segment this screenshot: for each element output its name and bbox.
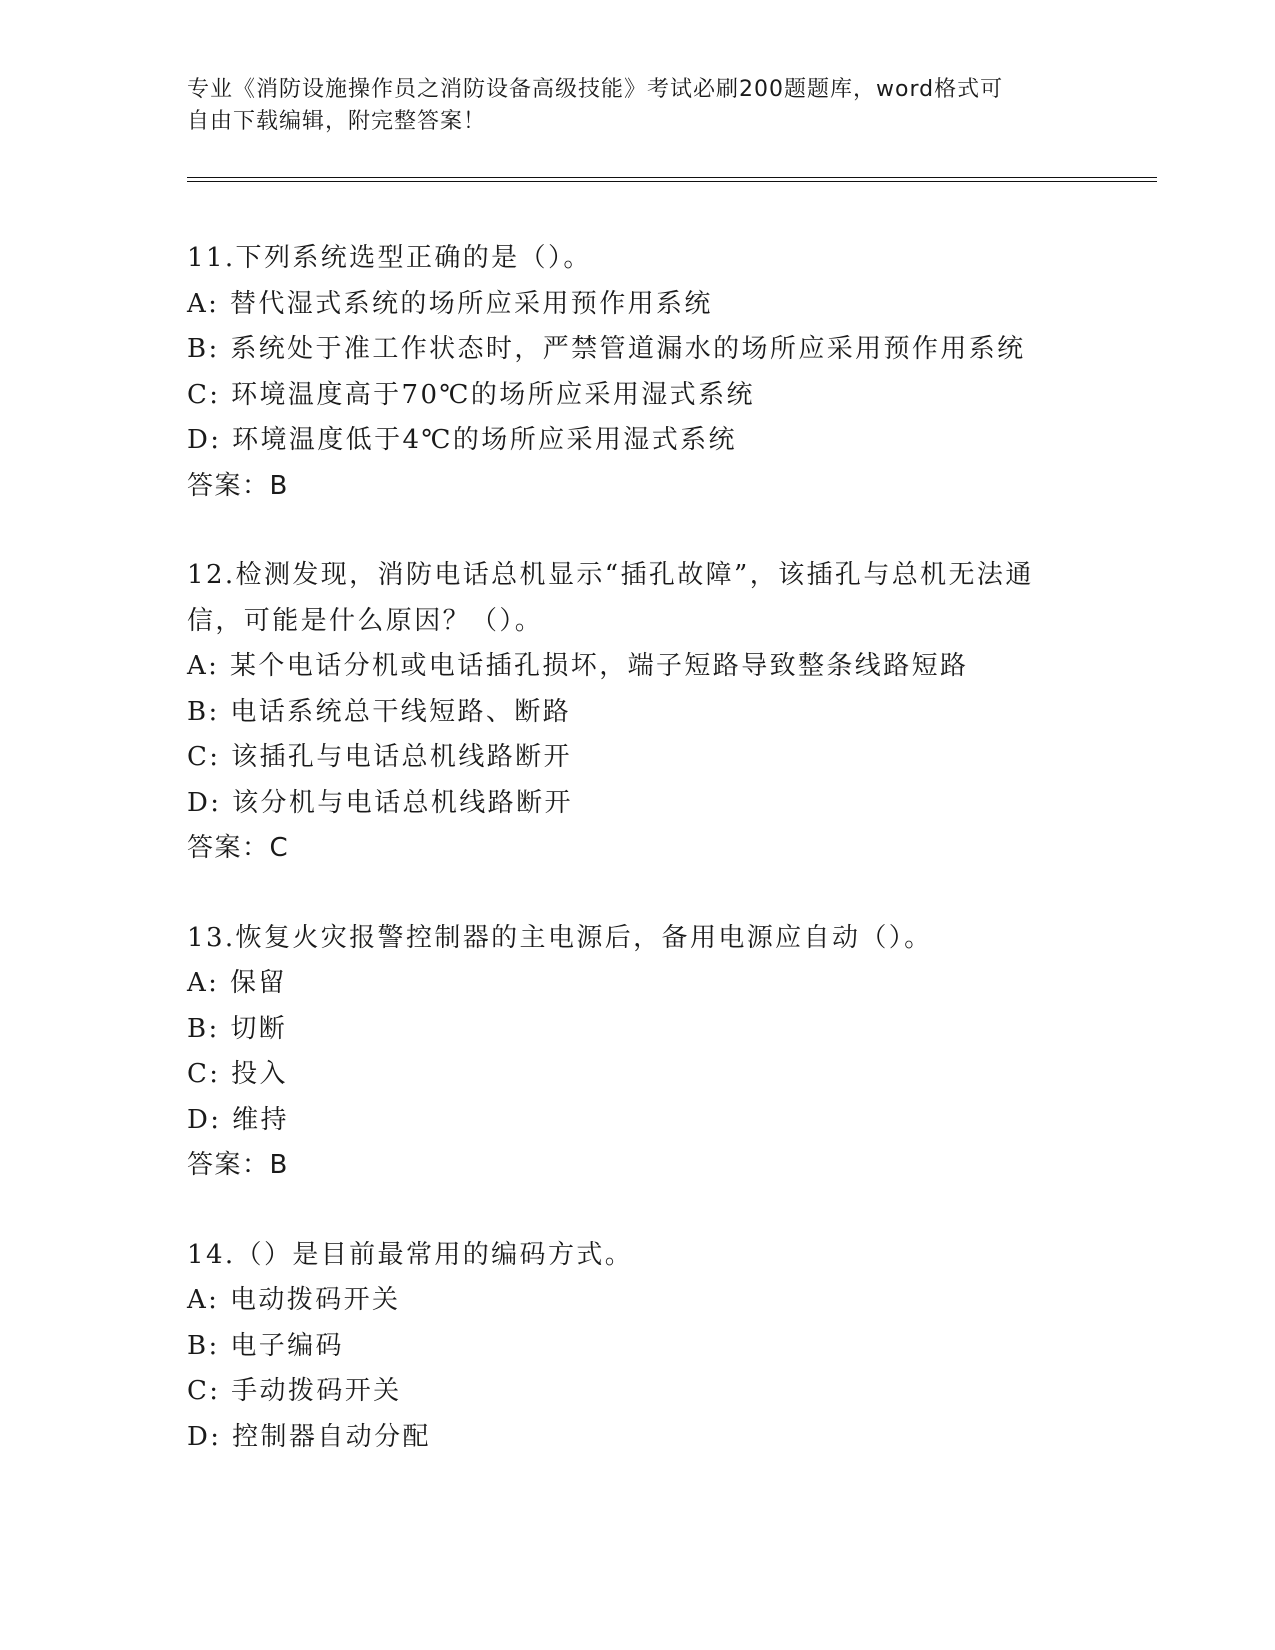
question-stem: 11.下列系统选型正确的是（）。 xyxy=(187,243,592,273)
question-stem-line-2: 信，可能是什么原因？（）。 xyxy=(187,605,544,636)
option-c: C: 投入 xyxy=(187,1059,288,1089)
question-list xyxy=(187,236,1187,1504)
option-c: C: 环境温度高于70℃的场所应采用湿式系统 xyxy=(187,379,755,410)
answer-label: 答案：B xyxy=(187,1150,289,1180)
option-a: A: 电动拨码开关 xyxy=(187,1285,401,1315)
option-a: A: 替代湿式系统的场所应采用预作用系统 xyxy=(187,288,713,319)
option-b: B: 切断 xyxy=(187,1013,288,1044)
option-a: A: 某个电话分机或电话插孔损坏，端子短路导致整条线路短路 xyxy=(187,651,969,681)
question-14 xyxy=(187,1233,1187,1461)
option-b: B: 系统处于准工作状态时，严禁管道漏水的场所应采用预作用系统 xyxy=(187,334,1026,364)
header-line-1: 专业《消防设施操作员之消防设备高级技能》考试必刷200题题库，word格式可 xyxy=(187,77,1004,102)
option-d: D: 环境温度低于4℃的场所应采用湿式系统 xyxy=(187,425,737,455)
option-b: B: 电子编码 xyxy=(187,1330,344,1361)
option-c: C: 该插孔与电话总机线路断开 xyxy=(187,742,572,772)
option-d: D: 维持 xyxy=(187,1104,289,1135)
option-d: D: 该分机与电话总机线路断开 xyxy=(187,787,573,818)
option-b: B: 电话系统总干线短路、断路 xyxy=(187,696,572,727)
question-12 xyxy=(187,553,1187,872)
question-13 xyxy=(187,916,1187,1189)
header-line-2: 自由下载编辑，附完整答案！ xyxy=(187,109,487,134)
option-a: A: 保留 xyxy=(187,968,287,998)
question-stem: 13.恢复火灾报警控制器的主电源后，备用电源应自动（）。 xyxy=(187,922,933,953)
question-stem-line-1: 12.检测发现，消防电话总机显示“插孔故障”，该插孔与总机无法通 xyxy=(187,560,1034,590)
option-d: D: 控制器自动分配 xyxy=(187,1421,431,1452)
option-c: C: 手动拨码开关 xyxy=(187,1376,402,1406)
answer-label: 答案：B xyxy=(187,470,289,501)
question-stem: 14.（）是目前最常用的编码方式。 xyxy=(187,1239,634,1270)
document-header xyxy=(187,74,1087,138)
question-11 xyxy=(187,236,1187,509)
header-divider xyxy=(187,177,1157,182)
answer-label: 答案：C xyxy=(187,833,290,863)
